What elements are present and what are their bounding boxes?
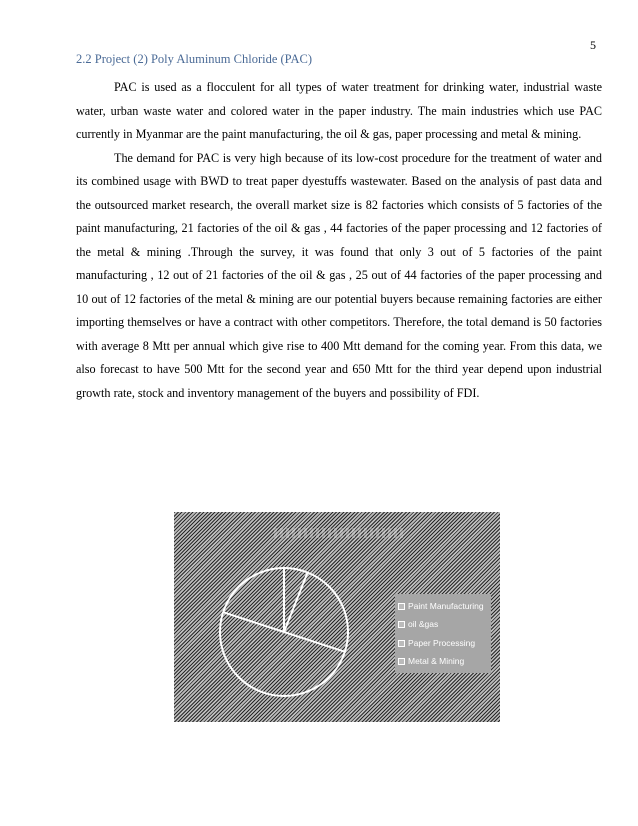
- legend-item-metal: [398, 655, 464, 667]
- pie-chart: [174, 512, 500, 722]
- legend-swatch-paper: [398, 640, 405, 647]
- pie-slice-paper: [284, 632, 345, 652]
- pie-slice-metal: [223, 612, 284, 632]
- section-heading: 2.2 Project (2) Poly Aluminum Chloride (PAC): [76, 52, 312, 66]
- legend-item-paint: [398, 600, 484, 612]
- body-text: [76, 76, 602, 405]
- chart-legend: [395, 594, 491, 673]
- paragraph-1: PAC is used as a flocculent for all types of water treatment for drinking water, industrial waste water, urban waste water and colored water in the paper industry. The main industries which use PAC currently in Myanmar are the paint manufacturing, the oil & gas, paper processing and metal & mining.: [76, 80, 602, 141]
- legend-label-paper: Paper Processing: [408, 638, 476, 648]
- legend-label-paint: Paint Manufacturing: [408, 601, 484, 611]
- legend-swatch-metal: [398, 658, 405, 665]
- paragraph-2: The demand for PAC is very high because of its low-cost procedure for the treatment of water and its combined usage with BWD to treat paper dyestuffs wastewater. Based on the analysis of past data and the outsourced market research, the overall market size is 82 factories which consists of 5 factories of the paint manufacturing, 21 factories of the oil & gas , 44 factories of the paper processing and 12 factories of the metal & mining .Through the survey, it was found that only 3 out of 5 factories of the paint manufacturing , 12 out of 21 factories of the oil & gas , 25 out of 44 factories of the paper processing and 10 out of 12 factories of the metal & mining are our potential buyers because remaining factories are either importing themselves or have a contract with other competitors. Therefore, the total demand is 50 factories with average 8 Mtt per annual which give rise to 400 Mtt demand for the coming year. From this data, we also forecast to have 500 Mtt for the second year and 650 Mtt for the third year depend upon industrial growth rate, stock and inventory management of the buyers and possibility of FDI.: [76, 150, 602, 400]
- legend-swatch-oil-gas: [398, 621, 405, 628]
- pie-slice-oil-gas: [284, 572, 308, 632]
- legend-swatch-paint: [398, 603, 405, 610]
- legend-item-oil-gas: [398, 618, 438, 630]
- legend-label-oil-gas: oil &gas: [408, 619, 439, 629]
- legend-item-paper: [398, 637, 475, 649]
- legend-label-metal: Metal & Mining: [408, 656, 465, 666]
- page-number: 5: [590, 38, 596, 52]
